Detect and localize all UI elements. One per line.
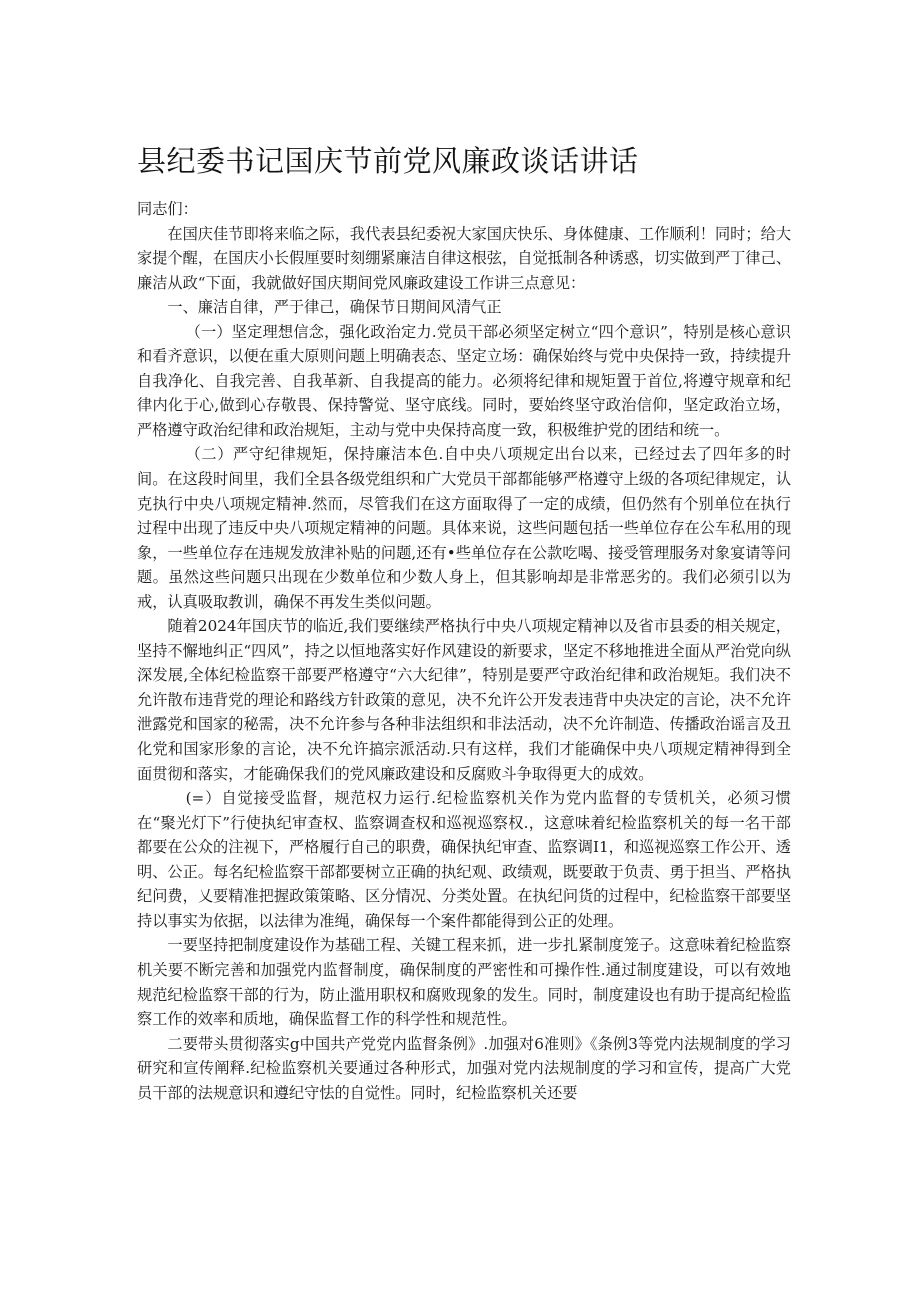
paragraph-national-day: 随着2024年国庆节的临近,我们要继续严格执行中央八项规定精神以及省市县委的相关规定，坚持不懈地纠正“四风”，持之以恒地落实好作风建设的新要求，坚定不移地推进全面从严治党向纵深发展,全体纪检监察干部要严格遵守“六大纪律”，特别是要严守政治纪律和政治规矩。我们决不允许散布违背党的理论和路线方针政策的意见，决不允许公开发表违背中央决定的言论，决不允许泄露党和国家的秘需，决不允许参与各种非法组织和非法活动，决不允许制造、传播政治谣言及丑化党和国家形象的言论，决不允许搞宗派活动.只有这样，我们才能确保中央八项规定精神得到全面贯彻和落实，才能确保我们的党风廉政建设和反腐败斗争取得更大的成效。 [137,617,791,783]
salutation: 同志们： [137,200,198,218]
paragraph-intro: 在国庆佳节即将来临之际，我代表县纪委祝大家国庆快乐、身体健康、工作顺利！同时；给大家提个醒，在国庆小长假厘要时刻绷紧廉洁自律这根弦，自觉抵制各种诱惑，切实做到严丁律己、廉洁从政“下面，我就做好国庆期间党风廉政建设工作讲三点意见： [137,224,791,292]
paragraph-point-2: （二）严守纪律规矩，保持廉洁本色.自中央八项规定出台以来，已经过去了四年多的时间。在这段时间里，我们全县各级党组织和广大党员干部都能够严格遵守上级的各项纪律规定，认克执行中央八项规定精神.然而，尽管我们在这方面取得了一定的成绩，但仍然有个别单位在执行过程中出现了违反中央八项规定精神的问题。具体来说，这些问题包括一些单位存在公车私用的现象，一些单位存在违规发放津补贴的问题,还有•些单位存在公款吃喝、接受管理服务对象宴请等问题。虽然这些问题只出现在少数单位和少数人身上，但其影响却是非常恶劣的。我们必须引以为戒，认真吸取教训，确保不再发生类似问题。 [137,445,791,611]
paragraph-system-building: 一要坚持把制度建设作为基础工程、关键工程来抓，进一步扎紧制度笼子。这意味着纪检监察机关要不断完善和加强党内监督制度，确保制度的严密性和可操作性.通过制度建设，可以有效地规范纪检监察干部的行为，防止滥用职权和腐败现象的发生。同时，制度建设也有助于提高纪检监察工作的效率和质地，确保监督工作的科学性和规范性。 [137,936,791,1029]
paragraph-regulations: 二要带头贯彻落实g中国共产党党内监督条例》.加强对6准则》《条例3等党内法规制度的学习研究和宣传阐释.纪检监察机关要通过各种形式，加强对党内法规制度的学习和宣传，提高广大党员干部的法规意识和遵纪守怯的自觉性。同时，纪检监察机关还要 [137,1034,791,1102]
document-body [137,197,791,1105]
paragraph-point-3: (=）自觉接受监督，规范权力运行.纪检监察机关作为党内监督的专赁机关，必须习惯在“聚光灯下”行使执纪审查权、监察调查权和巡视巡察权.，这意味着纪检监察机关的每一名干部都要在公众的注视下，严格履行自己的职费，确保执纪审查、监察调I1，和巡视巡察工作公开、透明、公正。每名纪检监察干部都要树立正确的执纪观、政绩观，既要敢于负责、勇于担当、严格执纪问费，乂要精准把握政策策略、区分情况、分类处置。在执纪问货的过程中，纪检监察干部要坚持以事实为依据，以法律为准绳，确保每一个案件都能得到公正的处理。 [137,789,791,930]
paragraph-point-1: （一）坚定理想信念，强化政治定力.党员干部必须坚定树立“四个意识”，特别是核心意识和看齐意识，以便在重大原则问题上明确表态、坚定立场：确保始终与党中央保持一致，持续提升自我净化、自我完善、自我革新、自我提高的能力。必须将纪律和规矩置于首位,将遵守规章和纪律内化于心,做到心存敬畏、保持警觉、坚守底线。同时，要始终坚守政治信仰，坚定政治立场，严格遵守政治纪律和政治规矩，主动与党中央保持高度一致，积极维护党的团结和统一。 [137,322,791,439]
section-heading-1: 一、廉洁自律，严于律己，确保节日期间风清气正 [167,298,502,317]
document-title: 县纪委书记国庆节前党风廉政谈话讲话 [137,144,639,178]
